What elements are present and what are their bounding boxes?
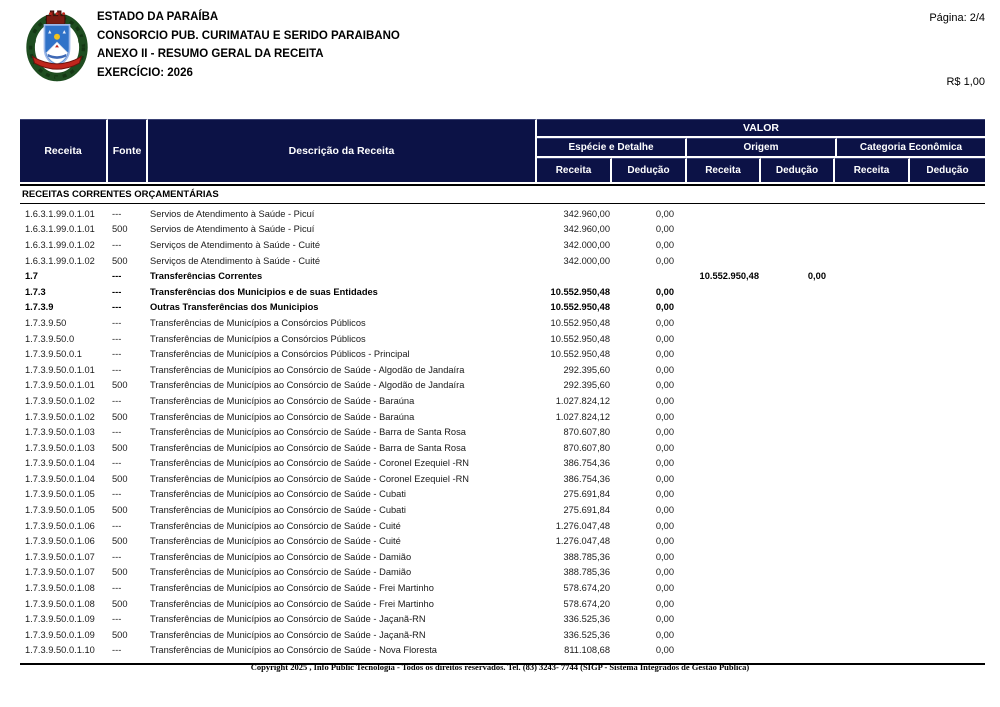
- cell-desc: Transferências de Municípios ao Consórcio de Saúde - Coronel Ezequiel -RN: [150, 458, 470, 469]
- cell-fonte: ---: [112, 551, 122, 562]
- cell-ed-ded: 0,00: [655, 505, 674, 516]
- cell-desc: Outras Transferências dos Municipios: [150, 302, 319, 313]
- cell-ed-ded: 0,00: [655, 286, 674, 297]
- cell-desc: Transferências de Municípios ao Consórcio de Saúde - Cubati: [150, 489, 406, 500]
- cell-ed-ded: 0,00: [655, 427, 674, 438]
- cell-fonte: ---: [112, 271, 122, 282]
- cell-desc: Transferências de Municípios ao Consórcio de Saúde - Jaçanã-RN: [150, 629, 426, 640]
- cell-code: 1.7.3.9.50.0.1.01: [25, 364, 95, 375]
- table-row: [20, 284, 985, 300]
- cell-ed-rec: 292.395,60: [563, 364, 610, 375]
- col-header-receita: Receita: [20, 119, 108, 182]
- cell-fonte: ---: [112, 239, 122, 250]
- coat-of-arms-icon: [24, 6, 90, 91]
- cell-ed-rec: 388.785,36: [563, 551, 610, 562]
- cell-desc: Transferências de Municípios ao Consórcio de Saúde - Jaçanã-RN: [150, 614, 426, 625]
- cell-ed-ded: 0,00: [655, 458, 674, 469]
- cell-desc: Transferências de Municípios ao Consórcio de Saúde - Baraúna: [150, 411, 415, 422]
- cell-ed-ded: 0,00: [655, 551, 674, 562]
- table-row: [20, 268, 985, 284]
- cell-ed-rec: 342.000,00: [563, 239, 610, 250]
- cell-desc: Transferências de Municípios ao Consórcio de Saúde - Cuité: [150, 536, 401, 547]
- page-number: Página: 2/4: [929, 12, 985, 24]
- cell-ed-ded: 0,00: [655, 364, 674, 375]
- cell-ed-ded: 0,00: [655, 333, 674, 344]
- cell-code: 1.6.3.1.99.0.1.02: [25, 255, 95, 266]
- cell-desc: Transferências de Municípios ao Consórcio de Saúde - Cuité: [150, 520, 401, 531]
- cell-ed-rec: 336.525,36: [563, 614, 610, 625]
- cell-ed-rec: 336.525,36: [563, 629, 610, 640]
- cell-fonte: ---: [112, 208, 122, 219]
- cell-ed-rec: 578.674,20: [563, 583, 610, 594]
- cell-ed-rec: 1.276.047,48: [555, 520, 610, 531]
- table-row: [20, 487, 985, 503]
- cell-desc: Serviços de Atendimento à Saúde - Cuité: [150, 239, 321, 250]
- cell-desc: Transferências de Municípios ao Consórcio de Saúde - Algodão de Jandaíra: [150, 364, 465, 375]
- cell-ed-rec: 10.552.950,48: [550, 333, 610, 344]
- currency-unit: R$ 1,00: [946, 76, 985, 88]
- cell-desc: Transferências de Municípios ao Consórcio de Saúde - Damião: [150, 567, 412, 578]
- cell-ed-rec: 870.607,80: [563, 442, 610, 453]
- cell-ed-rec: 292.395,60: [563, 380, 610, 391]
- subcol-header-or-receita: Receita: [687, 158, 761, 182]
- cell-code: 1.7.3.9.50.0.1.04: [25, 458, 95, 469]
- cell-or-rec: 10.552.950,48: [699, 271, 759, 282]
- footer-copyright: Copyright 2025 , Info Public Tecnologia - Todos os direitos reservados. Tel. (83) 3243- 7744 (SIGP - Sistema Integrados de Gestão Publica): [250, 662, 750, 672]
- cell-or-ded: 0,00: [807, 271, 826, 282]
- table-row: [20, 237, 985, 253]
- table-row: [20, 456, 985, 472]
- cell-code: 1.7.3: [25, 286, 46, 297]
- cell-fonte: 500: [112, 473, 128, 484]
- cell-ed-rec: 386.754,36: [563, 473, 610, 484]
- cell-desc: Transferências dos Municipios e de suas Entidades: [150, 286, 378, 297]
- cell-code: 1.7.3.9.50.0: [25, 333, 75, 344]
- subcol-header-ed-receita: Receita: [537, 158, 612, 182]
- cell-desc: Transferências de Municípios ao Consórcio de Saúde - Damião: [150, 551, 412, 562]
- org-state: ESTADO DA PARAÍBA: [97, 11, 219, 23]
- cell-code: 1.7.3.9.50.0.1: [25, 349, 82, 360]
- cell-desc: Transferências de Municípios a Consórcios Públicos - Principal: [150, 349, 410, 360]
- cell-fonte: 500: [112, 629, 128, 640]
- cell-desc: Transferências de Municípios ao Consórcio de Saúde - Cubati: [150, 505, 406, 516]
- cell-code: 1.7.3.9.50.0.1.03: [25, 427, 95, 438]
- table-row: [20, 300, 985, 316]
- table-row: [20, 549, 985, 565]
- table-row: [20, 222, 985, 238]
- table-row: [20, 206, 985, 222]
- cell-ed-ded: 0,00: [655, 520, 674, 531]
- cell-ed-rec: 811.108,68: [564, 645, 610, 656]
- cell-fonte: ---: [112, 614, 122, 625]
- cell-ed-ded: 0,00: [655, 317, 674, 328]
- cell-ed-rec: 10.552.950,48: [550, 302, 610, 313]
- table-row: [20, 393, 985, 409]
- valor-subcolumns: [537, 158, 985, 182]
- cell-code: 1.7.3.9.50.0.1.03: [25, 442, 95, 453]
- cell-fonte: 500: [112, 380, 128, 391]
- section-title: RECEITAS CORRENTES ORÇAMENTÁRIAS: [20, 184, 985, 204]
- cell-code: 1.7.3.9.50.0.1.05: [25, 505, 95, 516]
- table-row: [20, 611, 985, 627]
- cell-ed-rec: 388.785,36: [563, 567, 610, 578]
- cell-desc: Transferências de Municípios ao Consórcio de Saúde - Baraúna: [150, 395, 415, 406]
- table-row: [20, 502, 985, 518]
- cell-code: 1.7.3.9.50.0.1.07: [25, 567, 95, 578]
- cell-desc: Transferências de Municípios ao Consórcio de Saúde - Coronel Ezequiel -RN: [150, 473, 470, 484]
- table-row: [20, 580, 985, 596]
- table-row: [20, 565, 985, 581]
- cell-fonte: ---: [112, 520, 122, 531]
- cell-code: 1.7.3.9.50.0.1.07: [25, 551, 95, 562]
- cell-ed-ded: 0,00: [655, 224, 674, 235]
- cell-code: 1.7.3.9.50.0.1.10: [25, 645, 95, 656]
- cell-ed-ded: 0,00: [655, 349, 674, 360]
- org-name: CONSORCIO PUB. CURIMATAU E SERIDO PARAIBANO: [97, 29, 400, 42]
- cell-fonte: ---: [112, 349, 122, 360]
- revenue-table: [20, 119, 985, 665]
- table-row: [20, 346, 985, 362]
- cell-ed-ded: 0,00: [655, 614, 674, 625]
- table-row: [20, 533, 985, 549]
- table-body: [20, 204, 985, 658]
- cell-code: 1.7.3.9.50.0.1.09: [25, 614, 95, 625]
- table-row: [20, 518, 985, 534]
- cell-ed-rec: 275.691,84: [563, 505, 610, 516]
- cell-code: 1.7.3.9.50: [25, 317, 67, 328]
- col-header-fonte: Fonte: [108, 119, 148, 182]
- cell-ed-ded: 0,00: [655, 302, 674, 313]
- cell-ed-ded: 0,00: [655, 395, 674, 406]
- table-row: [20, 315, 985, 331]
- cell-code: 1.6.3.1.99.0.1.01: [25, 224, 95, 235]
- cell-fonte: ---: [112, 333, 122, 344]
- cell-ed-rec: 342.960,00: [563, 224, 610, 235]
- cell-fonte: 500: [112, 442, 128, 453]
- cell-fonte: 500: [112, 411, 128, 422]
- table-row: [20, 331, 985, 347]
- cell-fonte: 500: [112, 536, 128, 547]
- table-row: [20, 627, 985, 643]
- cell-desc: Servios de Atendimento à Saúde - Picuí: [150, 208, 315, 219]
- cell-desc: Transferências de Municípios a Consórcios Públicos: [150, 333, 366, 344]
- cell-fonte: 500: [112, 505, 128, 516]
- cell-ed-ded: 0,00: [655, 583, 674, 594]
- cell-desc: Transferências de Municípios ao Consórcio de Saúde - Algodão de Jandaíra: [150, 380, 465, 391]
- cell-desc: Transferências de Municípios ao Consórcio de Saúde - Frei Martinho: [150, 583, 434, 594]
- cell-ed-ded: 0,00: [655, 567, 674, 578]
- cell-code: 1.7.3.9.50.0.1.02: [25, 411, 95, 422]
- cell-desc: Transferências de Municípios ao Consórcio de Saúde - Nova Floresta: [150, 645, 437, 656]
- cell-code: 1.6.3.1.99.0.1.01: [25, 208, 95, 219]
- cell-code: 1.6.3.1.99.0.1.02: [25, 239, 95, 250]
- subcol-header-or-deducao: Dedução: [761, 158, 835, 182]
- cell-desc: Serviços de Atendimento à Saúde - Cuité: [150, 255, 321, 266]
- cell-code: 1.7.3.9.50.0.1.09: [25, 629, 95, 640]
- table-row: [20, 362, 985, 378]
- cell-ed-rec: 578.674,20: [563, 598, 610, 609]
- cell-code: 1.7: [25, 271, 38, 282]
- cell-code: 1.7.3.9.50.0.1.06: [25, 520, 95, 531]
- cell-code: 1.7.3.9.50.0.1.05: [25, 489, 95, 500]
- cell-ed-rec: 342.000,00: [563, 255, 610, 266]
- cell-ed-ded: 0,00: [655, 598, 674, 609]
- group-header-categoria-economica: Categoria Econômica: [837, 138, 985, 156]
- cell-fonte: ---: [112, 302, 122, 313]
- table-row: [20, 409, 985, 425]
- cell-code: 1.7.3.9.50.0.1.08: [25, 598, 95, 609]
- cell-ed-rec: 10.552.950,48: [550, 349, 610, 360]
- cell-code: 1.7.3.9.50.0.1.01: [25, 380, 95, 391]
- cell-ed-rec: 1.027.824,12: [555, 411, 610, 422]
- cell-ed-ded: 0,00: [655, 489, 674, 500]
- subcol-header-ce-deducao: Dedução: [910, 158, 985, 182]
- table-row: [20, 596, 985, 612]
- cell-ed-rec: 870.607,80: [563, 427, 610, 438]
- col-header-descricao: Descrição da Receita: [148, 119, 537, 182]
- cell-fonte: ---: [112, 427, 122, 438]
- table-row: [20, 471, 985, 487]
- valor-groups: [537, 138, 985, 158]
- cell-code: 1.7.3.9: [25, 302, 54, 313]
- col-group-valor: [537, 119, 985, 182]
- cell-code: 1.7.3.9.50.0.1.08: [25, 583, 95, 594]
- cell-fonte: ---: [112, 458, 122, 469]
- table-row: [20, 378, 985, 394]
- cell-ed-rec: 342.960,00: [563, 208, 610, 219]
- cell-ed-ded: 0,00: [655, 239, 674, 250]
- cell-fonte: ---: [112, 395, 122, 406]
- cell-fonte: ---: [112, 489, 122, 500]
- table-row: [20, 424, 985, 440]
- table-header: [20, 119, 985, 182]
- table-row: [20, 643, 985, 659]
- cell-ed-ded: 0,00: [655, 411, 674, 422]
- report-title: ANEXO II - RESUMO GERAL DA RECEITA: [97, 48, 324, 60]
- cell-desc: Servios de Atendimento à Saúde - Picuí: [150, 224, 315, 235]
- cell-code: 1.7.3.9.50.0.1.06: [25, 536, 95, 547]
- cell-ed-ded: 0,00: [655, 442, 674, 453]
- table-row: [20, 440, 985, 456]
- cell-ed-ded: 0,00: [655, 380, 674, 391]
- report-exercise: EXERCÍCIO: 2026: [97, 66, 193, 79]
- cell-ed-ded: 0,00: [655, 473, 674, 484]
- cell-ed-rec: 1.276.047,48: [555, 536, 610, 547]
- cell-ed-ded: 0,00: [655, 645, 674, 656]
- cell-ed-rec: 275.691,84: [563, 489, 610, 500]
- cell-ed-rec: 1.027.824,12: [555, 395, 610, 406]
- cell-fonte: ---: [112, 286, 122, 297]
- cell-code: 1.7.3.9.50.0.1.04: [25, 473, 95, 484]
- subcol-header-ce-receita: Receita: [835, 158, 910, 182]
- cell-fonte: ---: [112, 645, 122, 656]
- cell-fonte: ---: [112, 583, 122, 594]
- cell-fonte: ---: [112, 364, 122, 375]
- cell-desc: Transferências de Municípios ao Consórcio de Saúde - Barra de Santa Rosa: [150, 442, 466, 453]
- cell-ed-ded: 0,00: [655, 255, 674, 266]
- report-header: [97, 8, 400, 82]
- cell-fonte: 500: [112, 224, 128, 235]
- cell-ed-rec: 386.754,36: [563, 458, 610, 469]
- table-row: [20, 253, 985, 269]
- cell-ed-rec: 10.552.950,48: [550, 317, 610, 328]
- valor-header: VALOR: [537, 119, 985, 138]
- cell-fonte: 500: [112, 598, 128, 609]
- cell-fonte: 500: [112, 255, 128, 266]
- subcol-header-ed-deducao: Dedução: [612, 158, 687, 182]
- cell-desc: Transferências de Municípios ao Consórcio de Saúde - Barra de Santa Rosa: [150, 427, 466, 438]
- cell-desc: Transferências de Municípios ao Consórcio de Saúde - Frei Martinho: [150, 598, 434, 609]
- group-header-especie-detalhe: Espécie e Detalhe: [537, 138, 687, 156]
- cell-ed-ded: 0,00: [655, 208, 674, 219]
- cell-desc: Transferências Correntes: [150, 271, 263, 282]
- cell-ed-rec: 10.552.950,48: [550, 286, 610, 297]
- cell-desc: Transferências de Municípios a Consórcios Públicos: [150, 317, 366, 328]
- cell-fonte: 500: [112, 567, 128, 578]
- cell-ed-ded: 0,00: [655, 629, 674, 640]
- cell-ed-ded: 0,00: [655, 536, 674, 547]
- cell-fonte: ---: [112, 317, 122, 328]
- group-header-origem: Origem: [687, 138, 837, 156]
- cell-code: 1.7.3.9.50.0.1.02: [25, 395, 95, 406]
